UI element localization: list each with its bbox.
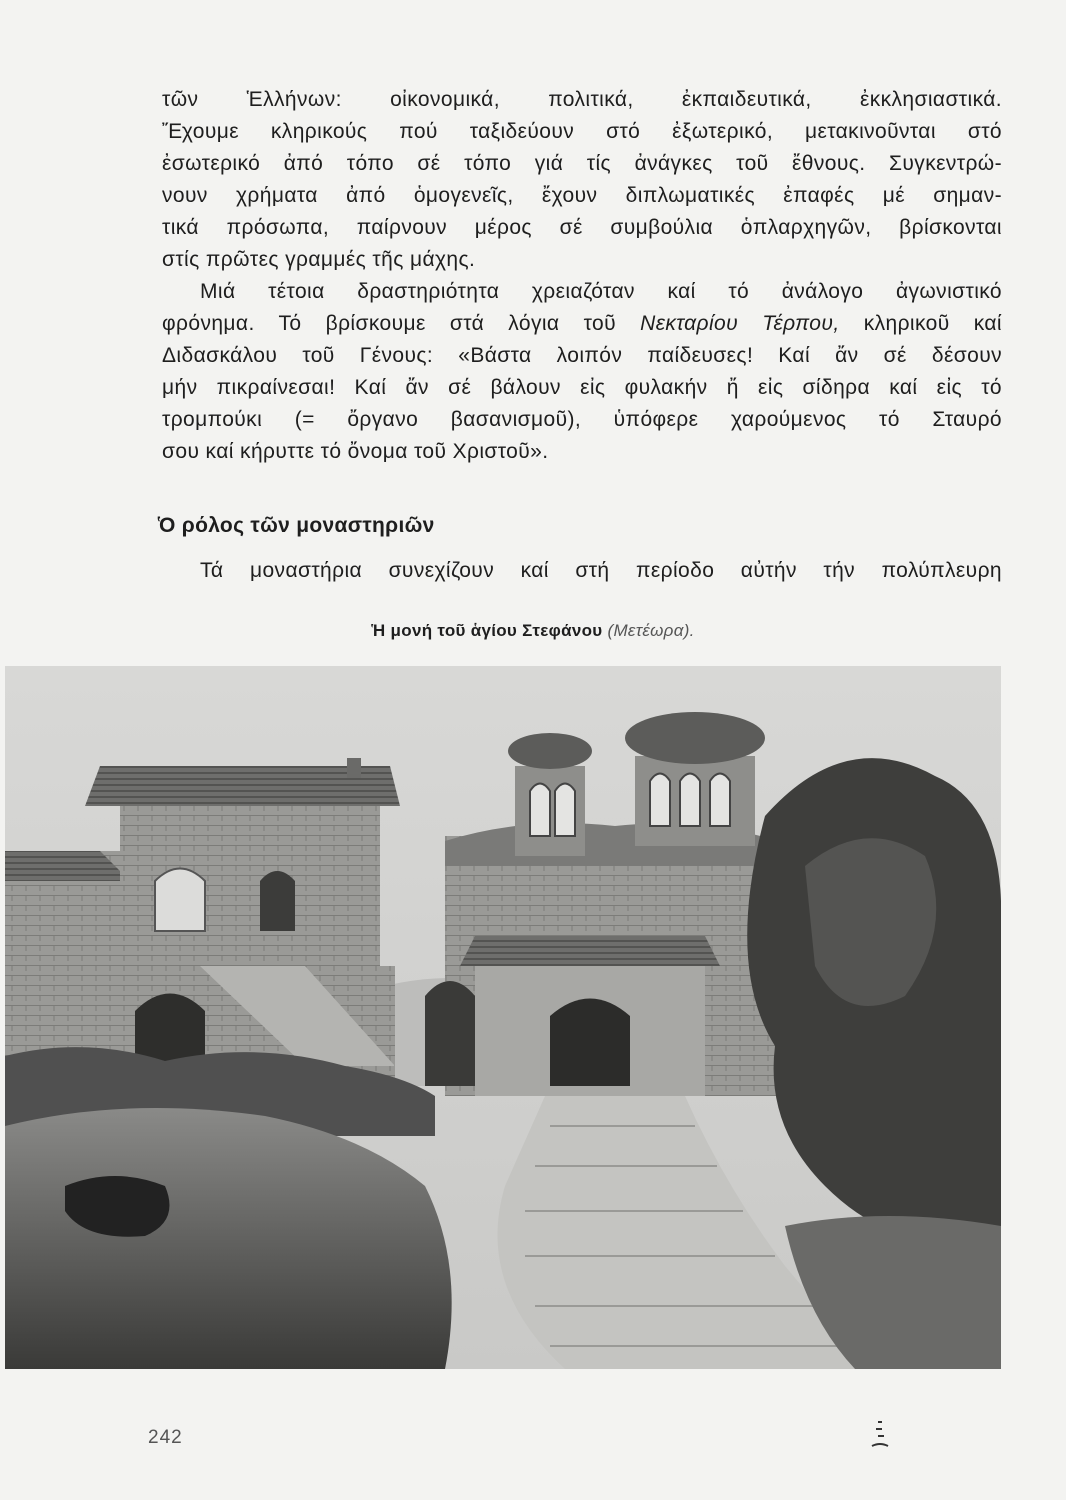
text-line: ἐσωτερικό ἀπό τόπο σέ τόπο γιά τίς ἀνάγκες τοῦ ἔθνους. Συγκεντρώ- — [162, 152, 1002, 175]
chimney — [347, 758, 361, 778]
side-arch — [425, 981, 475, 1086]
quoted-author: Νεκταρίου Τέρπου, — [640, 312, 840, 335]
text-line: Μιά τέτοια δραστηριότητα χρειαζόταν καί τό ἀνάλογο ἀγωνιστικό — [200, 280, 1002, 303]
small-dome — [508, 733, 592, 769]
text-line: Διδασκάλου τοῦ Γένους: «Βάστα λοιπόν παίδευσες! Καί ἄν σέ δέσουν — [162, 344, 1002, 367]
arched-window — [155, 869, 205, 932]
text-line: τῶν Ἑλλήνων: οἰκονομικά, πολιτικά, ἐκπαιδευτικά, ἐκκλησιαστικά. — [162, 88, 1002, 111]
paragraph-1 — [162, 84, 1002, 276]
large-dome — [625, 712, 765, 764]
photo-caption — [0, 621, 1066, 641]
caption-place: (Μετέωρα). — [607, 621, 695, 640]
text-fragment: κληρικοῦ καί — [839, 312, 1002, 335]
text-line: σου καί κήρυττε τό ὄνομα τοῦ Χριστοῦ». — [162, 440, 549, 463]
printer-mark-icon — [868, 1420, 892, 1450]
text-line: τρομπούκι (= ὄργανο βασανισμοῦ), ὑπόφερε χαρούμενος τό Σταυρό — [162, 408, 1002, 431]
text-line: νουν χρήματα ἀπό ὁμογενεῖς, ἔχουν διπλωματικές ἐπαφές μέ σημαν- — [162, 184, 1002, 207]
text-fragment: φρόνημα. Τό βρίσκουμε στά λόγια τοῦ — [162, 312, 641, 335]
page-number: 242 — [148, 1427, 183, 1448]
porch-roof — [460, 936, 720, 966]
section-first-line: Τά μοναστήρια συνεχίζουν καί στή περίοδο αὐτήν τήν πολύπλευρη — [200, 559, 1002, 582]
text-line: τικά πρόσωπα, παίρνουν μέρος σέ συμβούλια ὁπλαρχηγῶν, βρίσκονται — [162, 216, 1002, 239]
porch-arch — [550, 999, 630, 1087]
body-text — [162, 84, 1002, 468]
section-heading: Ὁ ρόλος τῶν μοναστηριῶν — [158, 514, 435, 537]
monastery-photo — [5, 666, 1001, 1369]
text-line — [162, 308, 1002, 340]
paragraph-2 — [162, 276, 1002, 468]
arched-window — [260, 871, 295, 931]
text-line: μήν πικραίνεσαι! Καί ἄν σέ βάλουν εἰς φυλακήν ἤ εἰς σίδηρα καί εἰς τό — [162, 376, 1002, 399]
caption-title: Ἡ μονή τοῦ ἁγίου Στεφάνου — [371, 621, 603, 640]
text-line: Ἔχουμε κληρικούς πού ταξιδεύουν στό ἐξωτερικό, μετακινοῦνται στό — [162, 120, 1002, 143]
text-line: στίς πρῶτες γραμμές τῆς μάχης. — [162, 248, 476, 271]
